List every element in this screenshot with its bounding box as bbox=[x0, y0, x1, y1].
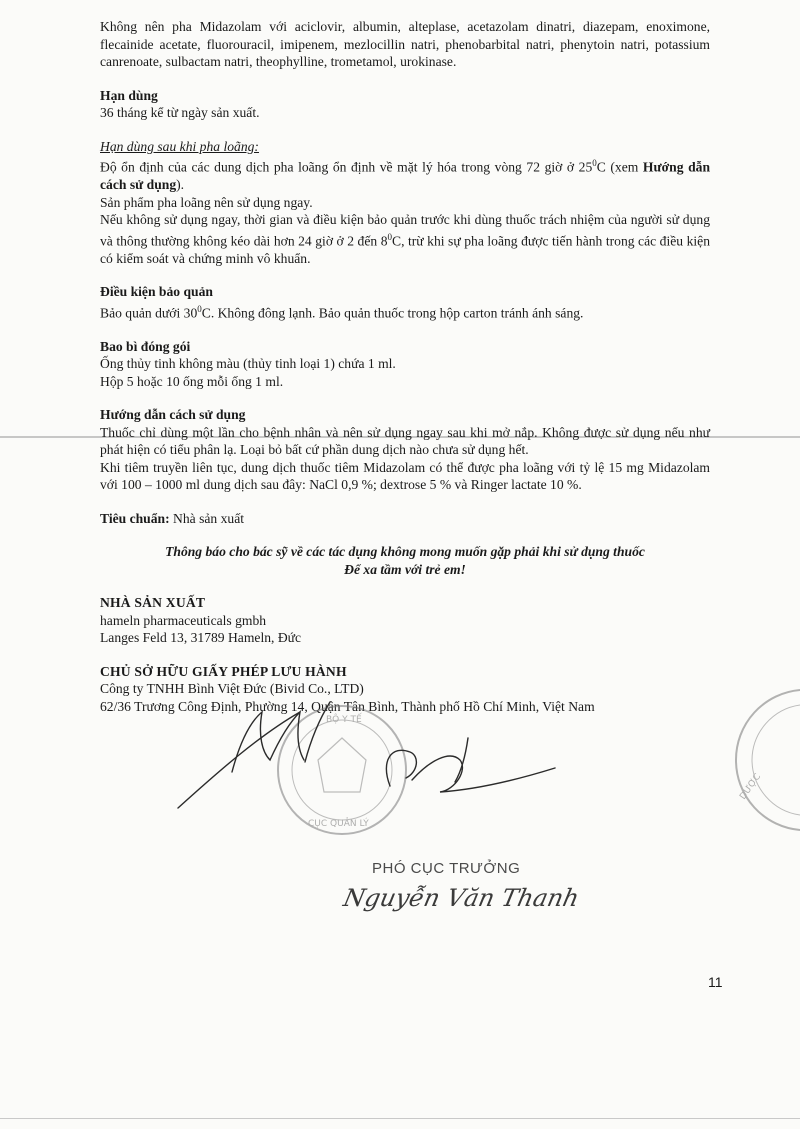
packaging-line-1: Ống thủy tinh không màu (thủy tinh loại 1) chứa 1 ml. bbox=[100, 356, 396, 372]
usage-text-2: Khi tiêm truyền liên tục, dung dịch thuốc tiêm Midazolam có thể được pha loãng với tỷ lệ 15 mg Midazolam với 100 – 1000 ml dung dịch sau đây: NaCl 0,9 %; dextrose 5 % và Ringer lactate 10 %. bbox=[100, 459, 710, 493]
signer-name: Nguyễn Văn Thanh bbox=[341, 884, 582, 912]
signature-right bbox=[386, 738, 555, 792]
license-holder-heading: CHỦ SỞ HỮU GIẤY PHÉP LƯU HÀNH bbox=[100, 663, 347, 679]
license-holder-address: 62/36 Trương Công Định, Phường 14, Quận Tân Bình, Thành phố Hồ Chí Minh, Việt Nam bbox=[100, 698, 595, 714]
stamp-top-text: BỘ Y TẾ bbox=[326, 715, 362, 725]
signer-title: PHÓ CỤC TRƯỞNG bbox=[372, 860, 521, 877]
diluted-use-immediately: Sản phẩm pha loãng nên sử dụng ngay. bbox=[100, 194, 313, 210]
warning-line-1: Thông báo cho bác sỹ về các tác dụng không mong muốn gặp phải khi sử dụng thuốc bbox=[165, 544, 645, 560]
diluted-storage-text: Nếu không sử dụng ngay, thời gian và điều kiện bảo quản trước khi dùng thuốc trách nhiệm của người sử dụng và thông thường không kéo dài hơn 24 giờ ở 2 đến $8^0C$, trừ khi sự pha loãng được tiến hành trong các điều kiện có kiểm soát và chứng minh vô khuẩn. bbox=[100, 212, 710, 266]
side-stamp bbox=[736, 690, 800, 830]
page-number: 11 bbox=[708, 974, 723, 990]
warning-line-2: Để xa tầm với trẻ em! bbox=[344, 561, 466, 577]
storage-heading: Điều kiện bảo quản bbox=[100, 284, 213, 300]
manufacturer-address: Langes Feld 13, 31789 Hameln, Đức bbox=[100, 630, 302, 646]
shelf-life-heading: Hạn dùng bbox=[100, 87, 158, 103]
stamp-bottom-text: CỤC QUẢN LÝ bbox=[308, 819, 369, 829]
usage-heading: Hướng dẫn cách sử dụng bbox=[100, 407, 246, 423]
manufacturer-name: hameln pharmaceuticals gmbh bbox=[100, 612, 267, 628]
diluted-stability-text: Độ ổn định của các dung dịch pha loãng ổn định về mặt lý hóa trong vòng 72 giờ ở $25^0C$ (xem Hướng dẫn cách sử dụng). bbox=[100, 158, 711, 193]
usage-text-1: Thuốc chỉ dùng một lần cho bệnh nhân và nên sử dụng ngay sau khi mở nắp. Không được sử dụng nếu như phát hiện có tiểu phân lạ. Loại bỏ bất cứ phần dung dịch nào chưa sử dụng hết. bbox=[100, 424, 710, 458]
signature-left bbox=[178, 702, 330, 808]
manufacturer-heading: NHÀ SẢN XUẤT bbox=[100, 595, 206, 611]
incompatibility-paragraph: Không nên pha Midazolam với aciclovir, albumin, alteplase, acetazolam dinatri, diazepam, enoximone, flecainide acetate, fluorouracil, imipenem, mezlocillin natri, phenobarbital natri, phenytoin natri, potassium canrenoate, sulbactam natri, theophylline, trometamol, urokinase. bbox=[100, 19, 710, 69]
packaging-line-2: Hộp 5 hoặc 10 ống mỗi ống 1 ml. bbox=[100, 373, 284, 389]
standard-line: Tiêu chuẩn: Nhà sản xuất bbox=[100, 510, 245, 526]
shelf-life-text: 36 tháng kể từ ngày sản xuất. bbox=[100, 105, 260, 120]
packaging-heading: Bao bì đóng gói bbox=[100, 338, 191, 354]
diluted-shelf-life-heading: Hạn dùng sau khi pha loãng: bbox=[100, 138, 259, 154]
license-holder-name: Công ty TNHH Bình Việt Đức (Bivid Co., LTD) bbox=[100, 681, 364, 697]
side-stamp-text: DƯỢC bbox=[738, 772, 764, 802]
storage-text: Bảo quản dưới $30^0C$. Không đông lạnh. Bảo quản thuốc trong hộp carton tránh ánh sáng. bbox=[100, 303, 584, 321]
